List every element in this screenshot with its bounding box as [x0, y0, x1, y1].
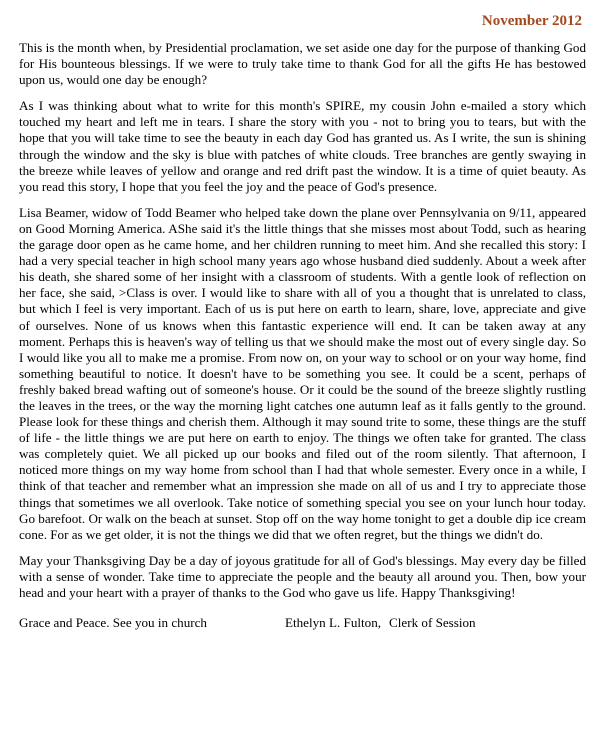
- signature-closing: Grace and Peace. See you in church: [19, 615, 207, 631]
- signature-line: [19, 615, 586, 631]
- paragraph-intro: This is the month when, by Presidential proclamation, we set aside one day for the purpose of thanking God for His bounteous blessings. If we were to truly take time to thank God for all the gifts He has bestowed upon us, would one day be enough?: [19, 40, 586, 88]
- article-body: [19, 40, 586, 601]
- paragraph-spire-story: As I was thinking about what to write for this month's SPIRE, my cousin John e-mailed a story which touched my heart and left me in tears. I share the story with you - not to bring you to tears, but with the hope that you will take time to see the beauty in each day God has granted us. As I write, the sun is shining through the window and the sky is blue with patches of white clouds. Tree branches are gently swaying in the breeze while leaves of yellow and orange and red drift past the window. It is a time of quiet beauty. As you read this story, I hope that you feel the joy and the peace of God's presence.: [19, 98, 586, 194]
- signature-name: Ethelyn L. Fulton,: [285, 615, 382, 631]
- signature-title: Clerk of Session: [389, 615, 476, 631]
- issue-date-heading: November 2012: [481, 13, 582, 29]
- paragraph-beamer-story: Lisa Beamer, widow of Todd Beamer who helped take down the plane over Pennsylvania on 9/11, appeared on Good Morning America. AShe said it's the little things that she misses most about Todd, such as hearing the garage door open as he came home, and her children running to meet him. And she recalled this story: I had a very special teacher in high school many years ago whose husband died suddenly. About a week after his death, she shared some of her insight with a classroom of students. With a gentle look of reflection on her face, she said, >Class is over. I would like to share with all of you a thought that is unrelated to class, but which I feel is very important. Each of us is put here on earth to learn, share, love, appreciate and give of ourselves. None of us knows when this fantastic experience will end. It can be taken away at any moment. Perhaps this is heaven's way of telling us that we should make the most out of every single day. So I would like you all to make me a promise. From now on, on your way to school or on your way home, find something beautiful to notice. It doesn't have to be something you see. It could be a scent, perhaps of freshly baked bread wafting out of someone's house. Or it could be the sound of the breeze slightly rustling the leaves in the trees, or the way the morning light catches one autumn leaf as it falls gently to the ground. Please look for these things and cherish them. Although it may sound trite to some, these things are the stuff of life - the little things we are put here on earth to enjoy. The things we often take for granted. The class was completely quiet. We all picked up our books and filed out of the room silently. That afternoon, I noticed more things on my way home from school than I had that whole semester. Every once in a while, I think of that teacher and remember what an impression she made on all of us and I try to appreciate those things that sometimes we all overlook. Take notice of something special you see on your lunch hour today. Go barefoot. Or walk on the beach at sunset. Stop off on the way home tonight to get a double dip ice cream cone. For as we get older, it is not the things we did that we often regret, but the things we didn't do.: [19, 204, 587, 542]
- paragraph-thanksgiving-wish: May your Thanksgiving Day be a day of joyous gratitude for all of God's blessings. May every day be filled with a sense of wonder. Take time to appreciate the people and the beauty all around you. Then, bow your head and your heart with a prayer of thanks to the God who gave us life. Happy Thanksgiving!: [19, 552, 586, 600]
